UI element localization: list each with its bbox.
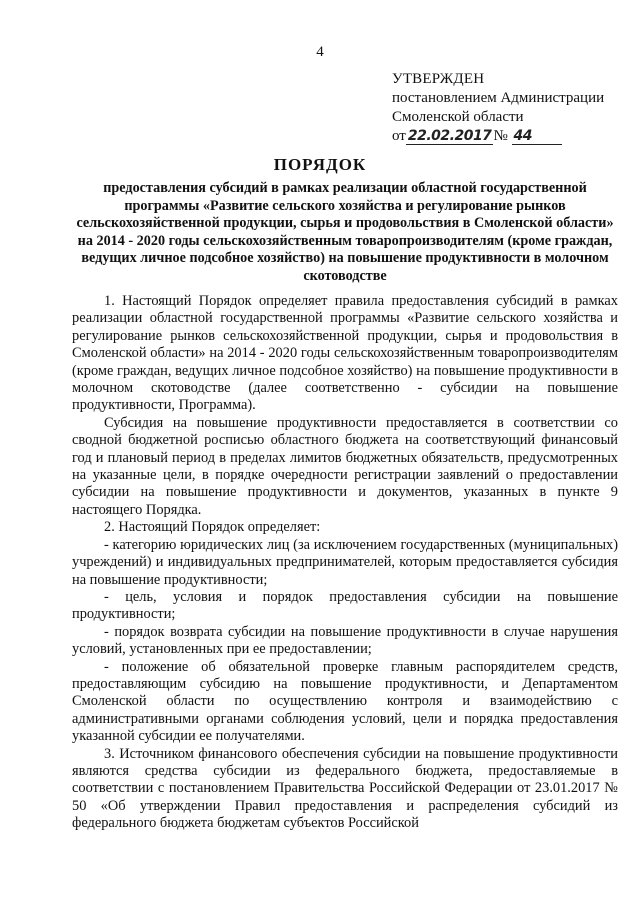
list-item: - положение об обязательной проверке главным распорядителем средств, предоставляющим субсидию на повышение продуктивности, и Департаментом Смоленской области по осуществлению контроля и взаимодействию с административными органами соблюдения условий, цели и порядка предоставления указанной субсидии ее получателями. — [72, 658, 618, 745]
document-body — [72, 293, 618, 833]
approval-line-1: постановлением Администрации — [392, 90, 605, 106]
date-prefix: от — [392, 128, 406, 144]
list-item: - цель, условия и порядок предоставления субсидии на повышение продуктивности; — [72, 588, 618, 623]
handwritten-number: 44 — [512, 129, 562, 145]
approval-title: УТВЕРЖДЕН — [392, 71, 485, 87]
approval-line-2: Смоленской области — [392, 109, 524, 125]
page-number: 4 — [316, 44, 324, 60]
paragraph: 2. Настоящий Порядок определяет: — [104, 519, 321, 536]
document-title: ПОРЯДОК — [273, 155, 367, 174]
list-item: - категорию юридических лиц (за исключением государственных (муниципальных) учреждений) и индивидуальных предпринимателей, которым предоставляется субсидия на повышение продуктивности; — [72, 536, 618, 588]
handwritten-date: 22.02.2017 — [407, 128, 492, 144]
paragraph: 1. Настоящий Порядок определяет правила предоставления субсидий в рамках реализации областной государственной программы «Развитие сельского хозяйства и регулирование рынков сельскохозяйственной продукции, сырья и продовольствия в Смоленской области» на 2014 - 2020 годы сельскохозяйственным товаропроизводителям (кроме граждан, ведущих личное подсобное хозяйство) на повышение продуктивности в молочном скотоводстве (далее соответственно - субсидии на повышение продуктивности, Программа). — [72, 293, 618, 414]
approval-date-line — [392, 127, 622, 146]
approval-stamp — [392, 70, 622, 146]
paragraph: Субсидия на повышение продуктивности предоставляется в соответствии со сводной бюджетной росписью областного бюджета на соответствующий финансовый год и плановый период в пределах лимитов бюджетных обязательств, предусмотренных на указанные цели, в порядке очередности регистрации заявлений о предоставлении субсидии на повышение продуктивности и документов, указанных в пункте 9 настоящего Порядка. — [72, 414, 618, 518]
number-prefix: № — [493, 128, 508, 144]
list-item: - порядок возврата субсидии на повышение продуктивности в случае нарушения условий, установленных при ее предоставлении; — [72, 623, 618, 658]
document-subtitle: предоставления субсидий в рамках реализации областной государственной программы «Развитие сельского хозяйства и регулирование рынков сельскохозяйственной продукции, сырья и продовольствия в Смоленской области» на 2014 - 2020 годы сельскохозяйственным товаропроизводителям (кроме граждан, ведущих личное подсобное хозяйство) на повышение продуктивности в молочном скотоводстве — [76, 180, 614, 284]
paragraph: 3. Источником финансового обеспечения субсидии на повышение продуктивности являются средства субсидии из федерального бюджета, предоставляемые в соответствии с постановлением Правительства Российской Федерации от 23.01.2017 № 50 «Об утверждении Правил предоставления и распределения субсидий из федерального бюджета бюджетам субъектов Российской — [72, 745, 618, 832]
